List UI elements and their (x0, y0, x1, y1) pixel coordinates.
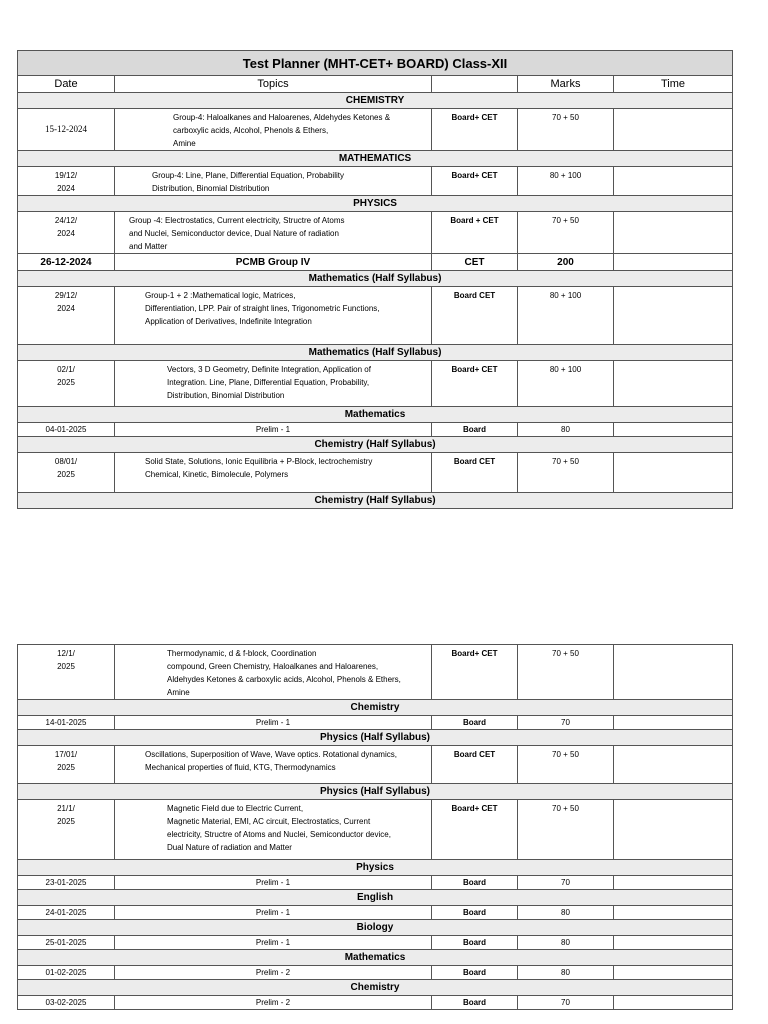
row-date: 29/12/ 2024 (18, 287, 115, 345)
row-time (614, 453, 733, 493)
section-header: Chemistry (Half Syllabus) (18, 437, 733, 453)
table-row (18, 453, 733, 493)
row-topics: Prelim - 1 (115, 936, 432, 950)
row-topics: Prelim - 1 (115, 906, 432, 920)
row-time (614, 254, 733, 271)
table-row (18, 212, 733, 254)
row-time (614, 876, 733, 890)
section-header: CHEMISTRY (18, 93, 733, 109)
table-row (18, 361, 733, 407)
header-type (432, 76, 518, 93)
row-type: Board+ CET (432, 800, 518, 860)
section-header: English (18, 890, 733, 906)
row-time (614, 966, 733, 980)
row-date: 14-01-2025 (18, 716, 115, 730)
header-time: Time (614, 76, 733, 93)
row-marks: 70 + 50 (518, 453, 614, 493)
table-row (18, 936, 733, 950)
row-marks: 80 (518, 966, 614, 980)
row-topics: Group-4: Haloalkanes and Haloarenes, Aldehydes Ketones & carboxylic acids, Alcohol, Phenols & Ethers, Amine (115, 109, 432, 151)
header-marks: Marks (518, 76, 614, 93)
row-type: Board CET (432, 453, 518, 493)
row-marks: 80 (518, 906, 614, 920)
row-marks: 70 (518, 876, 614, 890)
row-topics: Prelim - 2 (115, 996, 432, 1010)
row-time (614, 109, 733, 151)
row-date: 04-01-2025 (18, 423, 115, 437)
row-type: Board CET (432, 746, 518, 784)
row-topics: Vectors, 3 D Geometry, Definite Integration, Application of Integration. Line, Plane, Differential Equation, Probability, Distribution, Binomial Distribution (115, 361, 432, 407)
row-marks: 70 + 50 (518, 212, 614, 254)
row-type: Board+ CET (432, 167, 518, 196)
row-type: Board (432, 996, 518, 1010)
page-title: Test Planner (MHT-CET+ BOARD) Class-XII (18, 51, 733, 76)
row-date: 26-12-2024 (18, 254, 115, 271)
row-date: 15-12-2024 (18, 109, 115, 151)
row-type: Board (432, 716, 518, 730)
table-row (18, 966, 733, 980)
table-row (18, 254, 733, 271)
row-marks: 70 (518, 716, 614, 730)
row-date: 17/01/ 2025 (18, 746, 115, 784)
section-header: Biology (18, 920, 733, 936)
section-header: Physics (Half Syllabus) (18, 784, 733, 800)
section-header: Chemistry (18, 980, 733, 996)
row-topics: Group-4: Line, Plane, Differential Equation, Probability Distribution, Binomial Distribution (115, 167, 432, 196)
row-time (614, 800, 733, 860)
section-header: Physics (Half Syllabus) (18, 730, 733, 746)
section-header: Mathematics (18, 407, 733, 423)
row-time (614, 996, 733, 1010)
header-topics: Topics (115, 76, 432, 93)
table-row (18, 876, 733, 890)
row-marks: 80 (518, 936, 614, 950)
row-topics: Prelim - 1 (115, 876, 432, 890)
row-time (614, 287, 733, 345)
row-time (614, 906, 733, 920)
row-date: 24-01-2025 (18, 906, 115, 920)
row-topics: Prelim - 1 (115, 716, 432, 730)
row-marks: 70 + 50 (518, 109, 614, 151)
row-marks: 70 + 50 (518, 645, 614, 700)
test-planner-table-2 (17, 644, 733, 1010)
row-type: Board (432, 876, 518, 890)
row-topics: Solid State, Solutions, Ionic Equilibria + P-Block, lectrochemistry Chemical, Kinetic, Bimolecule, Polymers (115, 453, 432, 493)
section-header: MATHEMATICS (18, 151, 733, 167)
row-marks: 80 + 100 (518, 167, 614, 196)
row-date: 02/1/ 2025 (18, 361, 115, 407)
row-type: Board (432, 423, 518, 437)
section-header: PHYSICS (18, 196, 733, 212)
test-planner-table-1 (17, 50, 733, 509)
table-row (18, 906, 733, 920)
table-row (18, 800, 733, 860)
row-type: Board (432, 966, 518, 980)
table-row (18, 746, 733, 784)
row-type: Board+ CET (432, 109, 518, 151)
row-type: CET (432, 254, 518, 271)
row-time (614, 645, 733, 700)
row-date: 08/01/ 2025 (18, 453, 115, 493)
row-type: Board + CET (432, 212, 518, 254)
row-topics: Magnetic Field due to Electric Current, Magnetic Material, EMI, AC circuit, Electrostatics, Current electricity, Structre of Atoms and Nuclei, Semiconductor device, Dual Nature of radiation and Matter (115, 800, 432, 860)
row-topics: Oscillations, Superposition of Wave, Wave optics. Rotational dynamics, Mechanical properties of fluid, KTG, Thermodynamics (115, 746, 432, 784)
row-type: Board (432, 906, 518, 920)
row-time (614, 361, 733, 407)
section-header: Mathematics (18, 950, 733, 966)
table-row (18, 645, 733, 700)
row-time (614, 423, 733, 437)
row-date: 01-02-2025 (18, 966, 115, 980)
row-marks: 80 (518, 423, 614, 437)
row-date: 24/12/ 2024 (18, 212, 115, 254)
table-row (18, 716, 733, 730)
row-date: 21/1/ 2025 (18, 800, 115, 860)
row-marks: 70 + 50 (518, 746, 614, 784)
row-marks: 70 (518, 996, 614, 1010)
row-topics: Group -4: Electrostatics, Current electricity, Structre of Atoms and Nuclei, Semiconductor device, Dual Nature of radiation and Matter (115, 212, 432, 254)
row-time (614, 167, 733, 196)
row-topics: Prelim - 2 (115, 966, 432, 980)
section-header: Mathematics (Half Syllabus) (18, 345, 733, 361)
row-marks: 70 + 50 (518, 800, 614, 860)
table-row (18, 423, 733, 437)
row-date: 25-01-2025 (18, 936, 115, 950)
section-header: Mathematics (Half Syllabus) (18, 271, 733, 287)
table-row (18, 167, 733, 196)
table-row (18, 109, 733, 151)
row-topics: Prelim - 1 (115, 423, 432, 437)
section-header: Chemistry (Half Syllabus) (18, 493, 733, 509)
header-date: Date (18, 76, 115, 93)
row-topics: Group-1 + 2 :Mathematical logic, Matrices, Differentiation, LPP. Pair of straight lines, Trigonometric Functions, Application of Derivatives, Indefinite Integration (115, 287, 432, 345)
row-time (614, 746, 733, 784)
row-date: 12/1/ 2025 (18, 645, 115, 700)
row-type: Board+ CET (432, 361, 518, 407)
row-marks: 80 + 100 (518, 287, 614, 345)
row-date: 23-01-2025 (18, 876, 115, 890)
row-topics: PCMB Group IV (115, 254, 432, 271)
row-topics: Thermodynamic, d & f-block, Coordination compound, Green Chemistry, Haloalkanes and Haloarenes, Aldehydes Ketones & carboxylic acids, Alcohol, Phenols & Ethers, Amine (115, 645, 432, 700)
table-row (18, 287, 733, 345)
row-marks: 200 (518, 254, 614, 271)
row-date: 19/12/ 2024 (18, 167, 115, 196)
section-header: Physics (18, 860, 733, 876)
row-type: Board (432, 936, 518, 950)
row-type: Board+ CET (432, 645, 518, 700)
table-row (18, 996, 733, 1010)
row-type: Board CET (432, 287, 518, 345)
row-marks: 80 + 100 (518, 361, 614, 407)
row-time (614, 716, 733, 730)
row-time (614, 936, 733, 950)
row-time (614, 212, 733, 254)
row-date: 03-02-2025 (18, 996, 115, 1010)
section-header: Chemistry (18, 700, 733, 716)
